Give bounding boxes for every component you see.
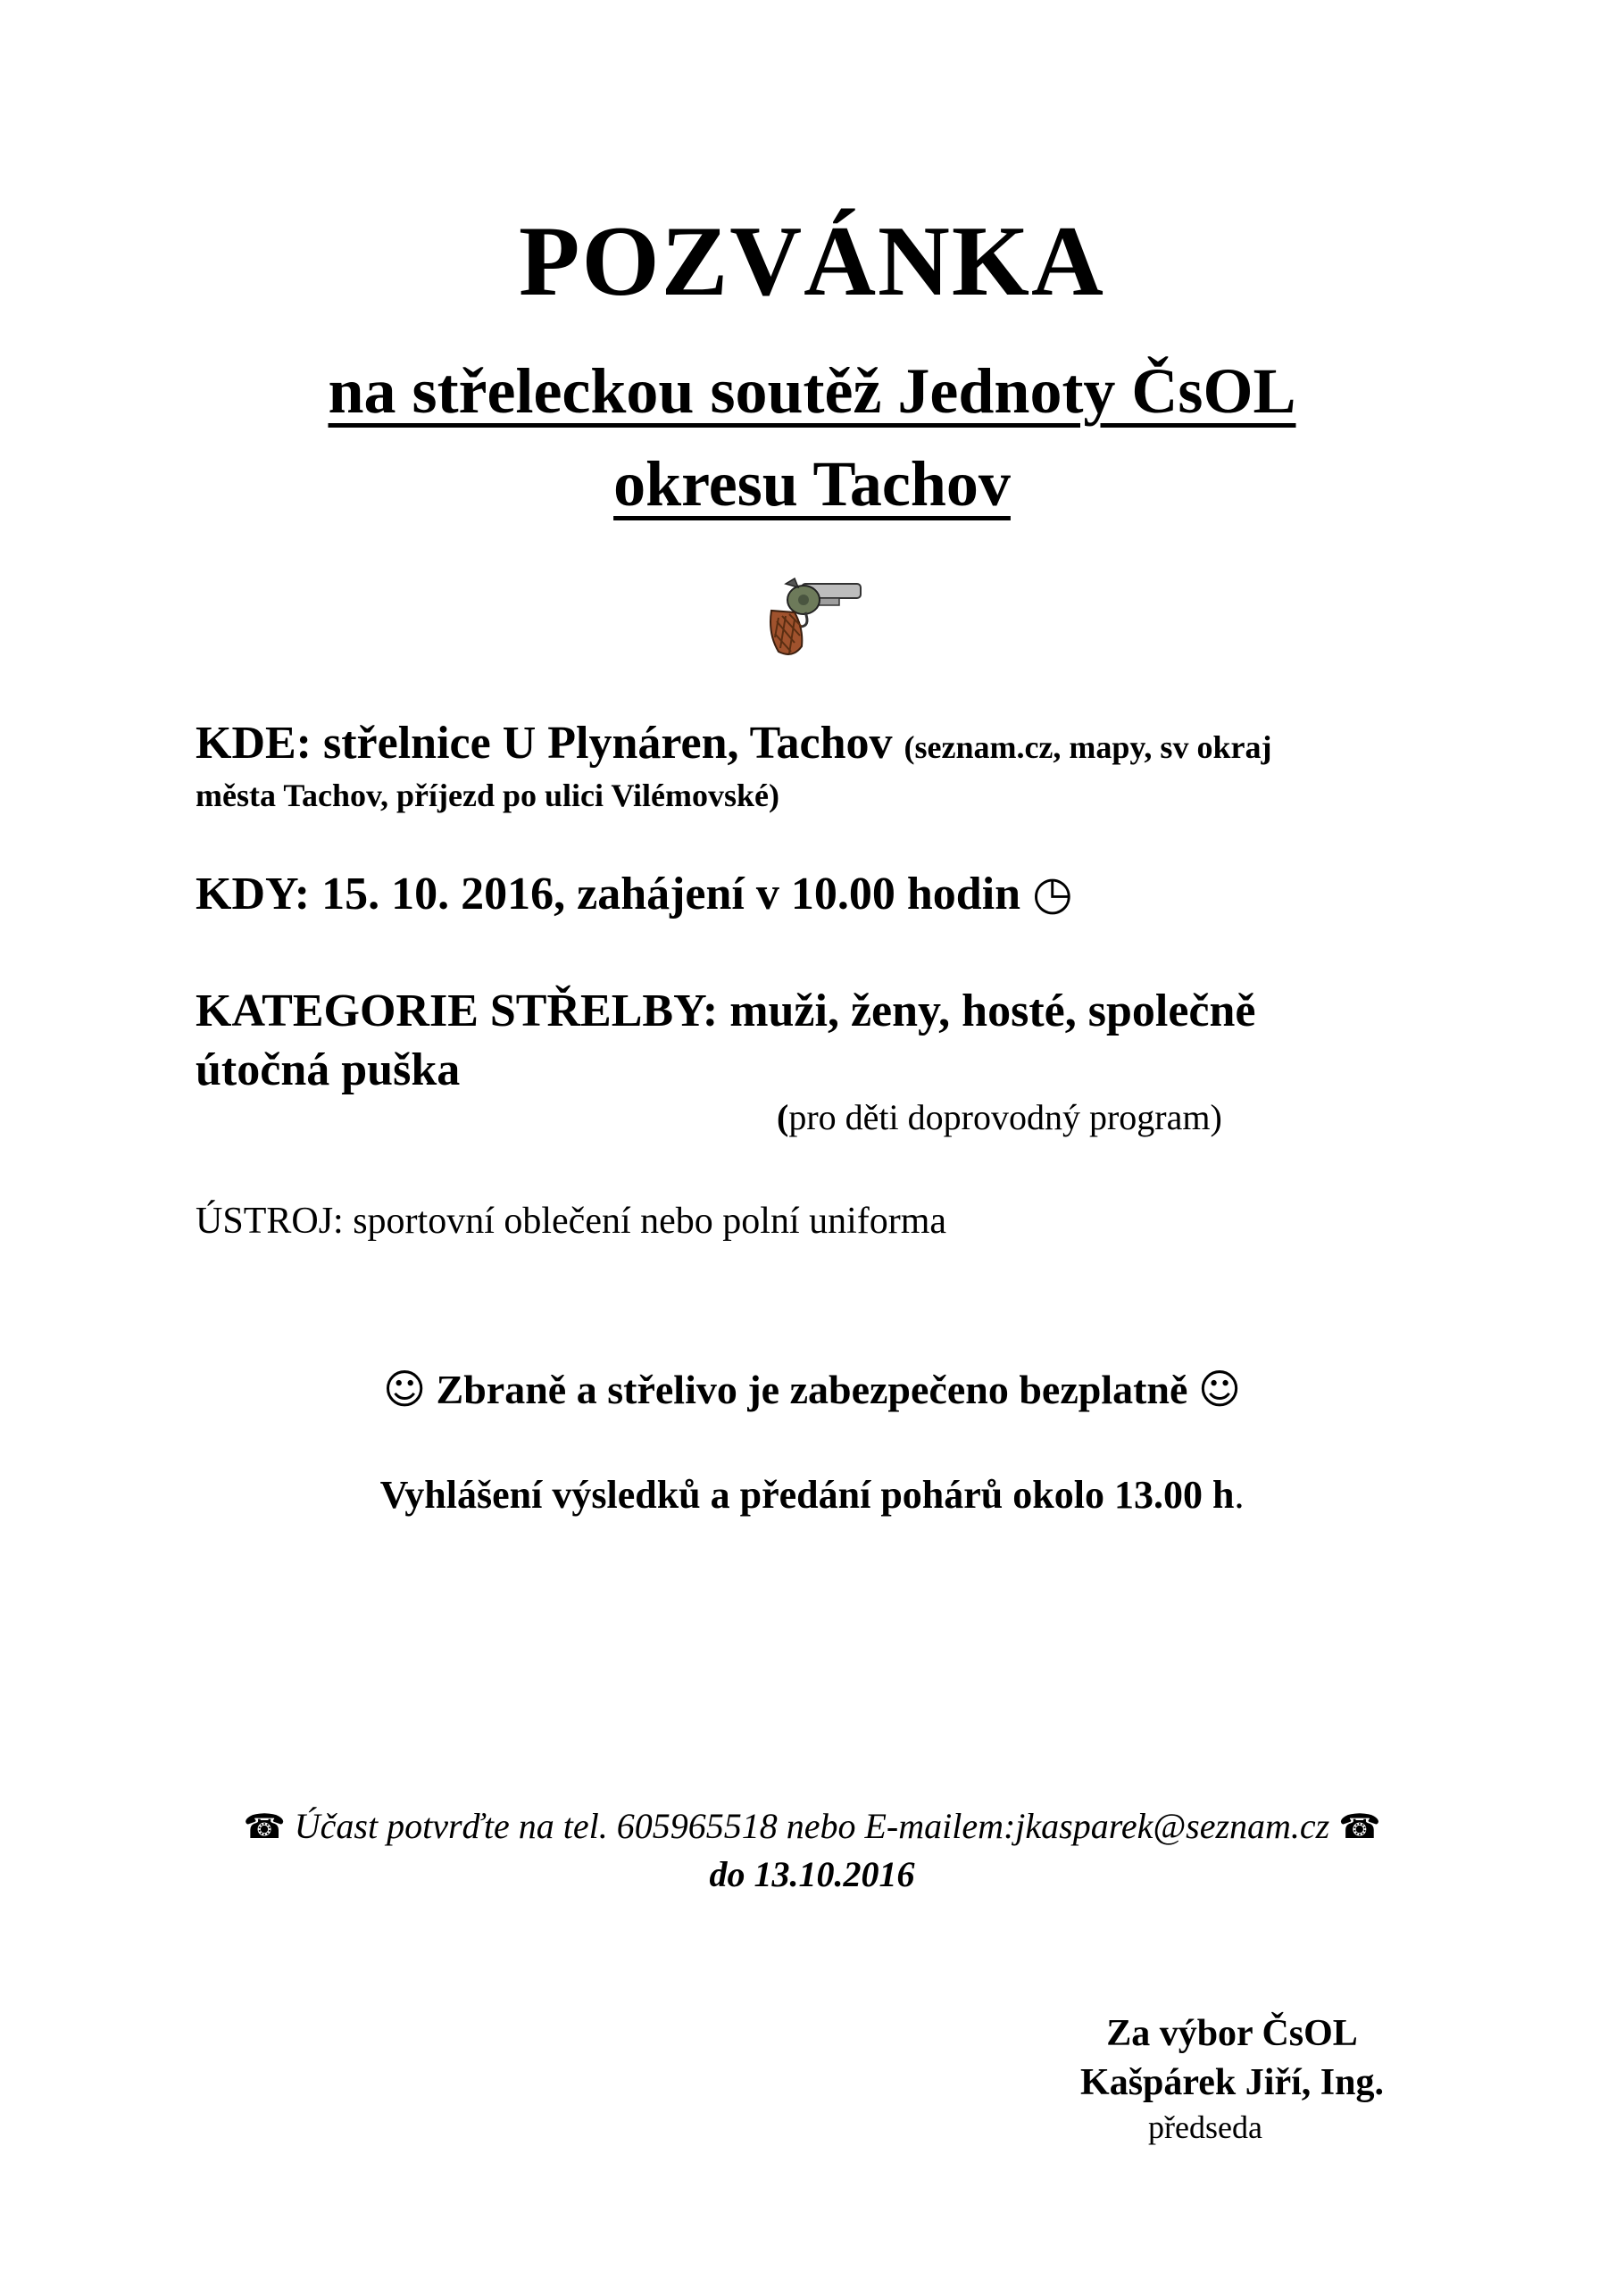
date-label: KDY: <box>196 869 311 919</box>
dress-code-line: ÚSTROJ: sportovní oblečení nebo polní uniforma <box>196 1201 947 1242</box>
subtitle-line-1 <box>0 351 1624 431</box>
category-label: KATEGORIE STŘELBY: <box>196 986 719 1036</box>
contact-text: Účast potvrďte na tel. 605965518 nebo E-mailem:jkasparek@seznam.cz <box>294 1806 1330 1846</box>
contact-deadline: do 13.10.2016 <box>709 1854 915 1894</box>
category-value: muži, ženy, hosté, společně <box>729 986 1256 1036</box>
subtitle-line-2 <box>0 444 1624 524</box>
location-line <box>196 714 1463 777</box>
free-weapons-line <box>0 1361 1624 1418</box>
page-title: POZVÁNKA <box>519 206 1105 317</box>
contact-line <box>0 1803 1624 1850</box>
results-period: . <box>1234 1473 1245 1517</box>
smiley-icon: ☺ <box>383 1365 427 1413</box>
subtitle-line-2-text: okresu Tachov <box>613 448 1011 520</box>
date-value: 15. 10. 2016, zahájení v 10.00 hodin <box>321 869 1021 919</box>
location-value: střelnice U Plynáren, Tachov <box>323 718 893 769</box>
results-line <box>0 1468 1624 1522</box>
subtitle-line-1-text: na střeleckou soutěž Jednoty ČsOL <box>328 355 1296 427</box>
free-weapons-text: Zbraně a střelivo je zabezpečeno bezplatně <box>436 1367 1188 1412</box>
location-note-b: města Tachov, příjezd po ulici Vilémovské) <box>196 778 780 813</box>
location-note-a: (seznam.cz, mapy, sv okraj <box>904 729 1272 765</box>
category-line-continued: útočná puška <box>196 1044 461 1095</box>
results-text: Vyhlášení výsledků a předání pohárů okolo 13.00 h <box>379 1473 1235 1517</box>
signature-role: předseda <box>1148 2109 1262 2145</box>
kids-note-text: pro děti doprovodný program) <box>788 1097 1222 1137</box>
signature-committee: Za výbor ČsOL <box>1106 2013 1358 2054</box>
kids-note-open: ( <box>777 1097 789 1137</box>
location-label: KDE: <box>196 718 312 769</box>
pistol-icon <box>759 571 866 661</box>
category-line <box>196 982 1463 1041</box>
clock-icon: ◷ <box>1032 867 1073 920</box>
smiley-icon: ☺ <box>1197 1365 1241 1413</box>
signature-name: Kašpárek Jiří, Ing. <box>1080 2062 1384 2103</box>
kids-program-note <box>777 1094 1222 1141</box>
telephone-icon: ☎ <box>1338 1807 1381 1846</box>
date-line <box>196 864 1463 924</box>
telephone-icon: ☎ <box>243 1807 286 1846</box>
